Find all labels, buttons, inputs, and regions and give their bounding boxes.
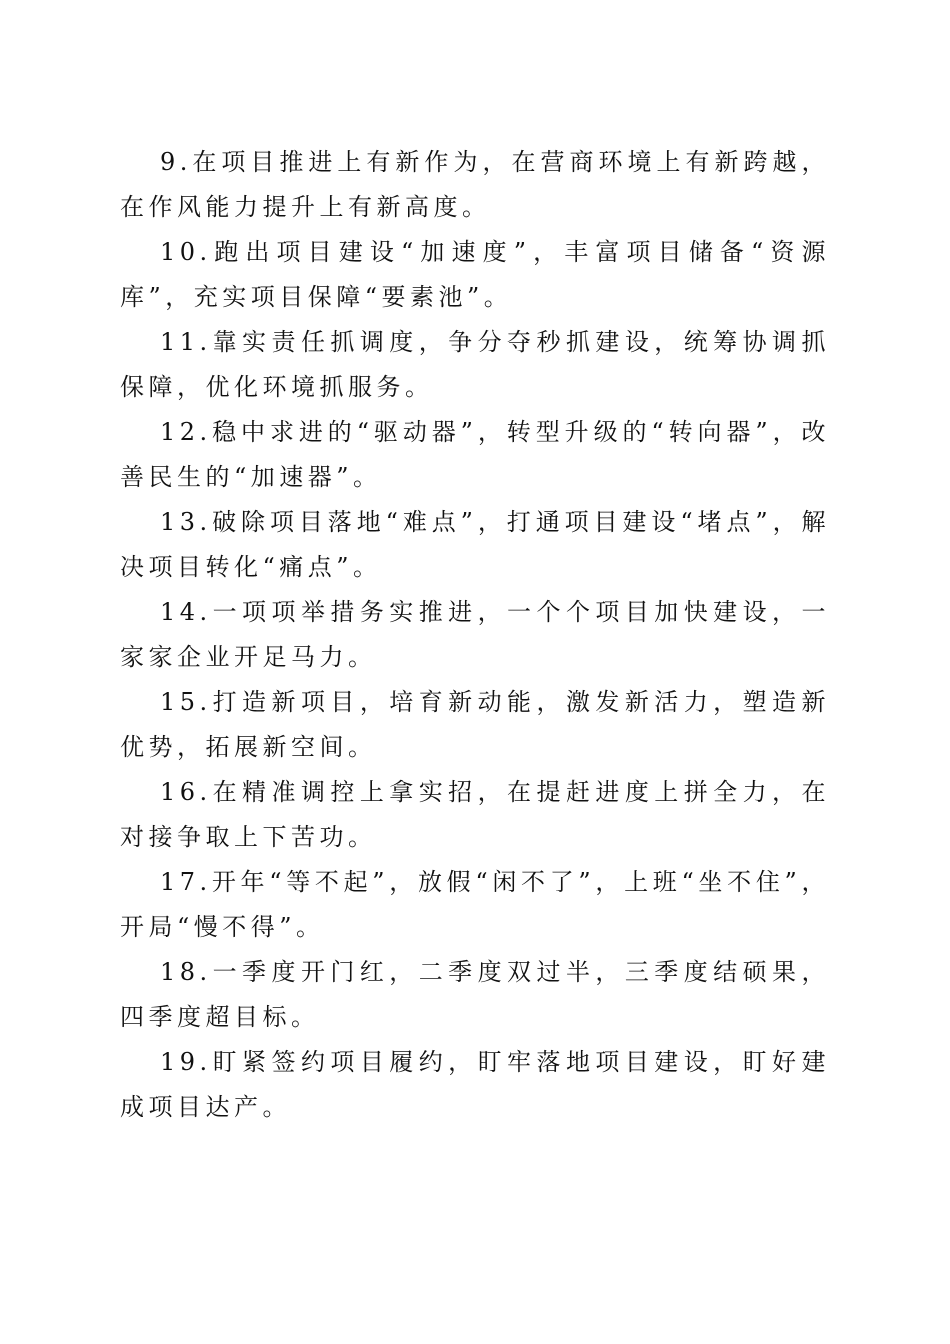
paragraph-17: 17.开年“等不起”，放假“闲不了”，上班“坐不住”，开局“慢不得”。 — [120, 868, 830, 941]
paragraph-14: 14.一项项举措务实推进，一个个项目加快建设，一家家企业开足马力。 — [120, 598, 830, 671]
paragraph-19: 19.盯紧签约项目履约，盯牢落地项目建设，盯好建成项目达产。 — [120, 1048, 830, 1121]
paragraph-16: 16.在精准调控上拿实招，在提赶进度上拼全力，在对接争取上下苦功。 — [120, 778, 830, 851]
paragraph-12: 12.稳中求进的“驱动器”，转型升级的“转向器”，改善民生的“加速器”。 — [120, 418, 830, 491]
paragraph-13: 13.破除项目落地“难点”，打通项目建设“堵点”，解决项目转化“痛点”。 — [120, 508, 830, 581]
paragraph-10: 10.跑出项目建设“加速度”，丰富项目储备“资源库”，充实项目保障“要素池”。 — [120, 238, 830, 311]
paragraph-11: 11.靠实责任抓调度，争分夺秒抓建设，统筹协调抓保障，优化环境抓服务。 — [120, 328, 830, 401]
paragraph-9: 9.在项目推进上有新作为，在营商环境上有新跨越，在作风能力提升上有新高度。 — [120, 148, 830, 221]
paragraph-18: 18.一季度开门红，二季度双过半，三季度结硕果，四季度超目标。 — [120, 958, 830, 1031]
document-body — [120, 140, 830, 1130]
paragraph-15: 15.打造新项目，培育新动能，激发新活力，塑造新优势，拓展新空间。 — [120, 688, 830, 761]
